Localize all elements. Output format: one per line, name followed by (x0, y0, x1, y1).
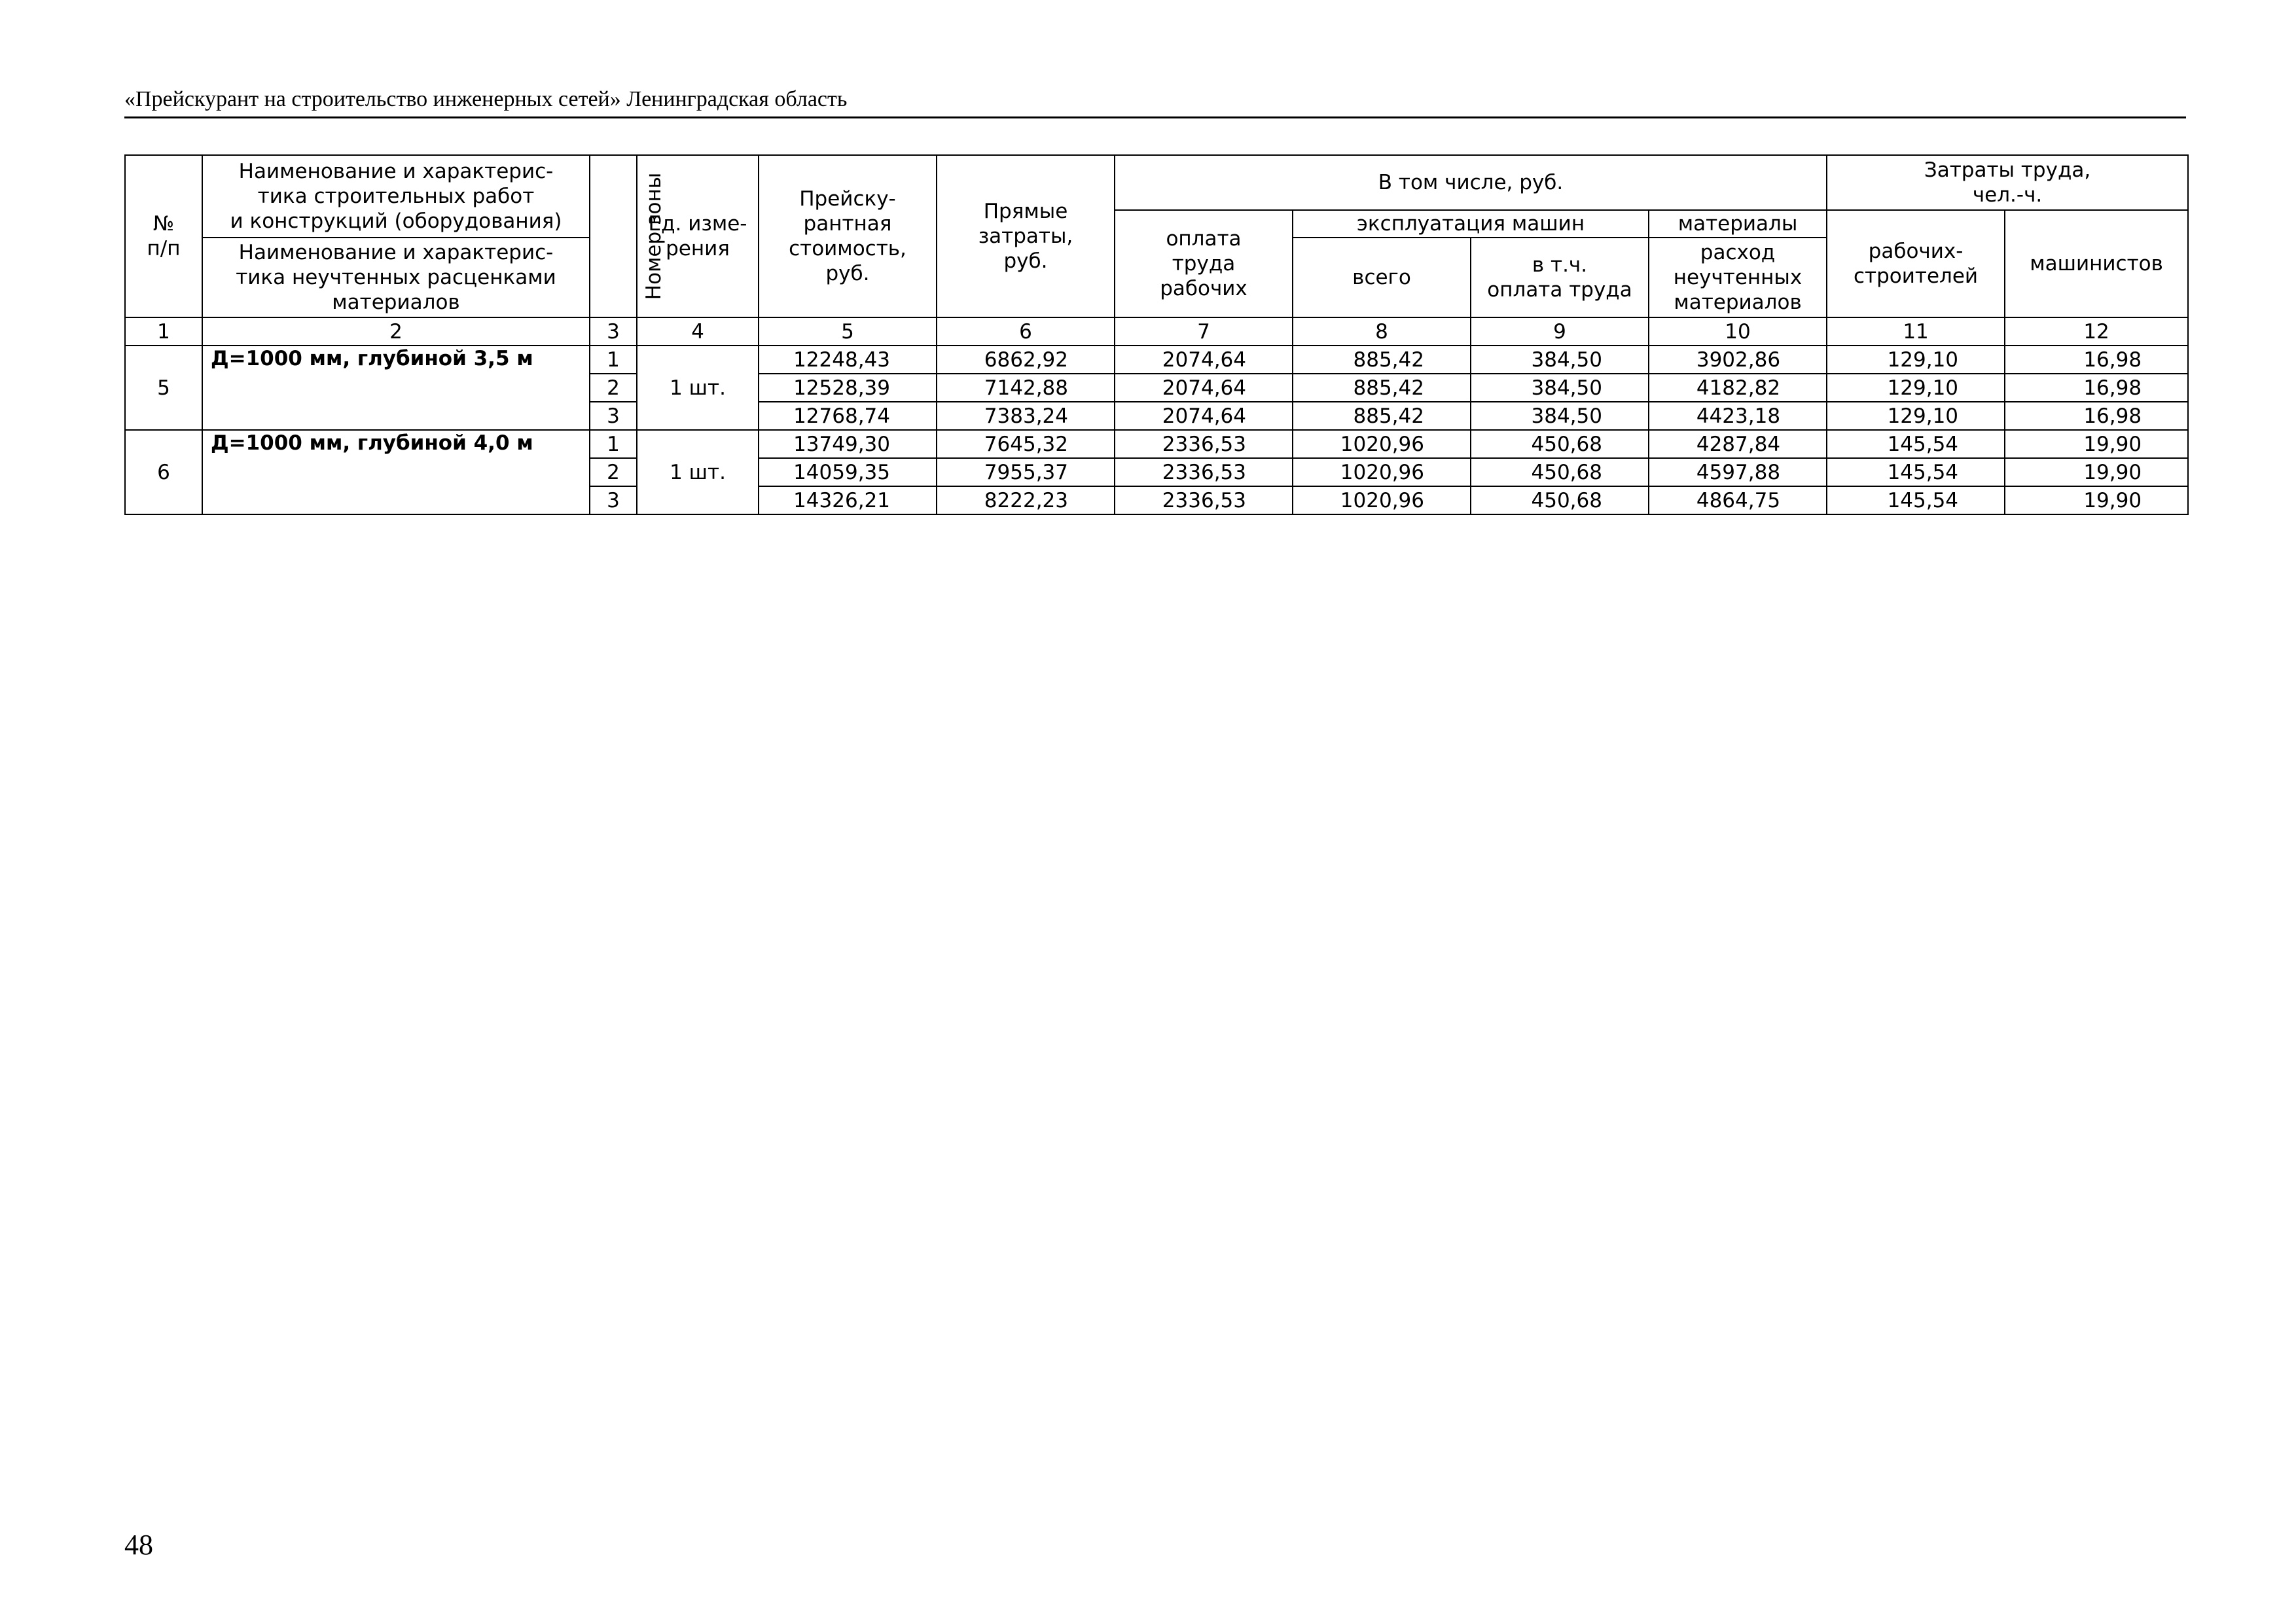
machines-labor-cell: 450,68 (1471, 486, 1649, 514)
labor-payment-cell: 2074,64 (1115, 346, 1293, 374)
machines-total-cell: 1020,96 (1293, 458, 1471, 486)
column-number: 10 (1649, 317, 1827, 346)
labor-payment-cell: 2074,64 (1115, 374, 1293, 402)
header-unaccounted-materials: расход неучтенных материалов (1649, 238, 1827, 317)
machines-labor-cell: 384,50 (1471, 374, 1649, 402)
header-materials: материалы (1649, 210, 1827, 238)
column-number: 11 (1827, 317, 2005, 346)
zone-cell: 2 (590, 458, 637, 486)
zone-cell: 2 (590, 374, 637, 402)
header-price: Прейску- рантная стоимость, руб. (759, 155, 937, 317)
direct-cost-cell: 7383,24 (937, 402, 1115, 430)
price-cell: 14059,35 (759, 458, 937, 486)
materials-cell: 4287,84 (1649, 430, 1827, 458)
materials-cell: 4864,75 (1649, 486, 1827, 514)
workers-cell: 129,10 (1827, 402, 2005, 430)
direct-cost-cell: 6862,92 (937, 346, 1115, 374)
table-row (125, 430, 2188, 458)
work-name: Д=1000 мм, глубиной 4,0 м (202, 430, 590, 514)
price-cell: 14326,21 (759, 486, 937, 514)
zone-cell: 3 (590, 486, 637, 514)
labor-payment-cell: 2336,53 (1115, 430, 1293, 458)
labor-payment-cell: 2336,53 (1115, 458, 1293, 486)
column-number: 3 (590, 317, 637, 346)
table-row (125, 346, 2188, 374)
machinists-cell: 16,98 (2005, 374, 2188, 402)
header-machinists: машинистов (2005, 210, 2188, 317)
workers-cell: 145,54 (1827, 458, 2005, 486)
materials-cell: 3902,86 (1649, 346, 1827, 374)
machines-total-cell: 885,42 (1293, 374, 1471, 402)
labor-payment-cell: 2336,53 (1115, 486, 1293, 514)
header-labor-payment: оплата труда рабочих (1115, 210, 1293, 317)
machinists-cell: 19,90 (2005, 430, 2188, 458)
zone-cell: 1 (590, 346, 637, 374)
header-including: В том числе, руб. (1115, 155, 1827, 210)
price-cell: 12528,39 (759, 374, 937, 402)
labor-payment-cell: 2074,64 (1115, 402, 1293, 430)
price-cell: 12768,74 (759, 402, 937, 430)
materials-cell: 4597,88 (1649, 458, 1827, 486)
unit-cell: 1 шт. (637, 346, 759, 430)
workers-cell: 145,54 (1827, 486, 2005, 514)
column-number-row (125, 317, 2188, 346)
machinists-cell: 19,90 (2005, 486, 2188, 514)
header-direct-costs: Прямые затраты, руб. (937, 155, 1115, 317)
machines-labor-cell: 384,50 (1471, 402, 1649, 430)
unit-cell: 1 шт. (637, 430, 759, 514)
header-machines-total: всего (1293, 238, 1471, 317)
column-number: 1 (125, 317, 202, 346)
column-number: 4 (637, 317, 759, 346)
header-machines-labor: в т.ч. оплата труда (1471, 238, 1649, 317)
direct-cost-cell: 7142,88 (937, 374, 1115, 402)
direct-cost-cell: 7955,37 (937, 458, 1115, 486)
machinists-cell: 16,98 (2005, 346, 2188, 374)
price-cell: 13749,30 (759, 430, 937, 458)
machines-labor-cell: 384,50 (1471, 346, 1649, 374)
row-number: 5 (125, 346, 202, 430)
column-number: 8 (1293, 317, 1471, 346)
workers-cell: 129,10 (1827, 374, 2005, 402)
header-row-number: № п/п (125, 155, 202, 317)
zone-cell: 1 (590, 430, 637, 458)
column-number: 5 (759, 317, 937, 346)
column-number: 9 (1471, 317, 1649, 346)
price-cell: 12248,43 (759, 346, 937, 374)
row-number: 6 (125, 430, 202, 514)
header-workers: рабочих- строителей (1827, 210, 2005, 317)
running-header: «Прейскурант на строительство инженерных сетей» Ленинградская область (124, 85, 2186, 118)
header-machine-operation: эксплуатация машин (1293, 210, 1649, 238)
machinists-cell: 16,98 (2005, 402, 2188, 430)
header-unit: Ед. изме- рения (637, 155, 759, 317)
price-table (124, 154, 2189, 515)
column-number: 7 (1115, 317, 1293, 346)
workers-cell: 129,10 (1827, 346, 2005, 374)
machines-total-cell: 885,42 (1293, 402, 1471, 430)
machines-total-cell: 885,42 (1293, 346, 1471, 374)
zone-label: Номер зоны (642, 172, 666, 300)
workers-cell: 145,54 (1827, 430, 2005, 458)
machines-labor-cell: 450,68 (1471, 430, 1649, 458)
direct-cost-cell: 8222,23 (937, 486, 1115, 514)
column-number: 12 (2005, 317, 2188, 346)
header-material-name: Наименование и характерис- тика неучтенных расценками материалов (202, 238, 590, 317)
machines-total-cell: 1020,96 (1293, 430, 1471, 458)
page-number: 48 (124, 1529, 153, 1561)
column-number: 2 (202, 317, 590, 346)
direct-cost-cell: 7645,32 (937, 430, 1115, 458)
header-zone-number (590, 155, 666, 317)
work-name: Д=1000 мм, глубиной 3,5 м (202, 346, 590, 430)
materials-cell: 4423,18 (1649, 402, 1827, 430)
machinists-cell: 19,90 (2005, 458, 2188, 486)
header-work-name: Наименование и характерис- тика строительных работ и конструкций (оборудования) (202, 155, 590, 238)
machines-total-cell: 1020,96 (1293, 486, 1471, 514)
column-number: 6 (937, 317, 1115, 346)
zone-cell: 3 (590, 402, 637, 430)
machines-labor-cell: 450,68 (1471, 458, 1649, 486)
header-labor-costs: Затраты труда, чел.-ч. (1827, 155, 2188, 210)
materials-cell: 4182,82 (1649, 374, 1827, 402)
